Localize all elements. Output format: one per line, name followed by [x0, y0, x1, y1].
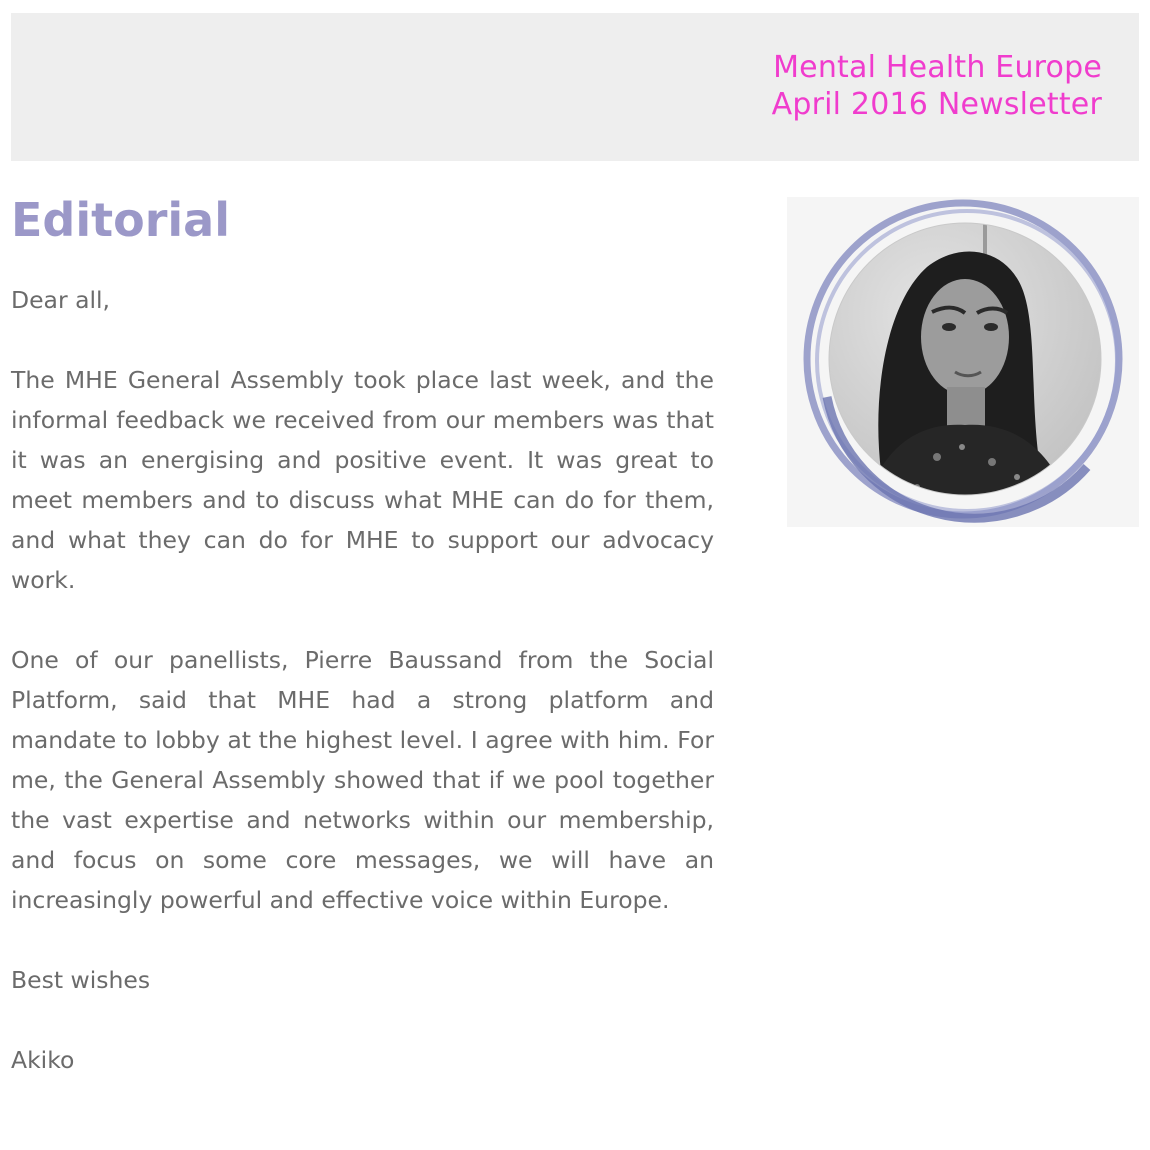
- author-portrait: [787, 197, 1139, 527]
- newsletter-header: [11, 13, 1139, 161]
- editorial-greeting: Dear all,: [11, 286, 111, 314]
- newsletter-title: [772, 49, 1102, 123]
- editorial-closing: Best wishes: [11, 966, 151, 994]
- newsletter-title-org: Mental Health Europe: [773, 50, 1102, 85]
- editorial-paragraph-1: The MHE General Assembly took place last week, and the informal feedback we received from our members was that it was an energising and positive event. It was great to meet members and to discuss what MHE can do for them, and what they can do for MHE to support our advocacy work.: [11, 366, 714, 594]
- editorial-paragraph-2: One of our panellists, Pierre Baussand from the Social Platform, said that MHE had a strong platform and mandate to lobby at the highest level. I agree with him. For me, the General Assembly showed that if we pool together the vast expertise and networks within our membership, and focus on some core messages, we will have an increasingly powerful and effective voice within Europe.: [11, 646, 714, 914]
- editorial-signature: Akiko: [11, 1046, 75, 1074]
- portrait-photo-icon: [787, 197, 1139, 527]
- editorial-heading: Editorial: [11, 193, 230, 247]
- newsletter-title-issue: April 2016 Newsletter: [771, 87, 1102, 122]
- editorial-body: [11, 280, 714, 1080]
